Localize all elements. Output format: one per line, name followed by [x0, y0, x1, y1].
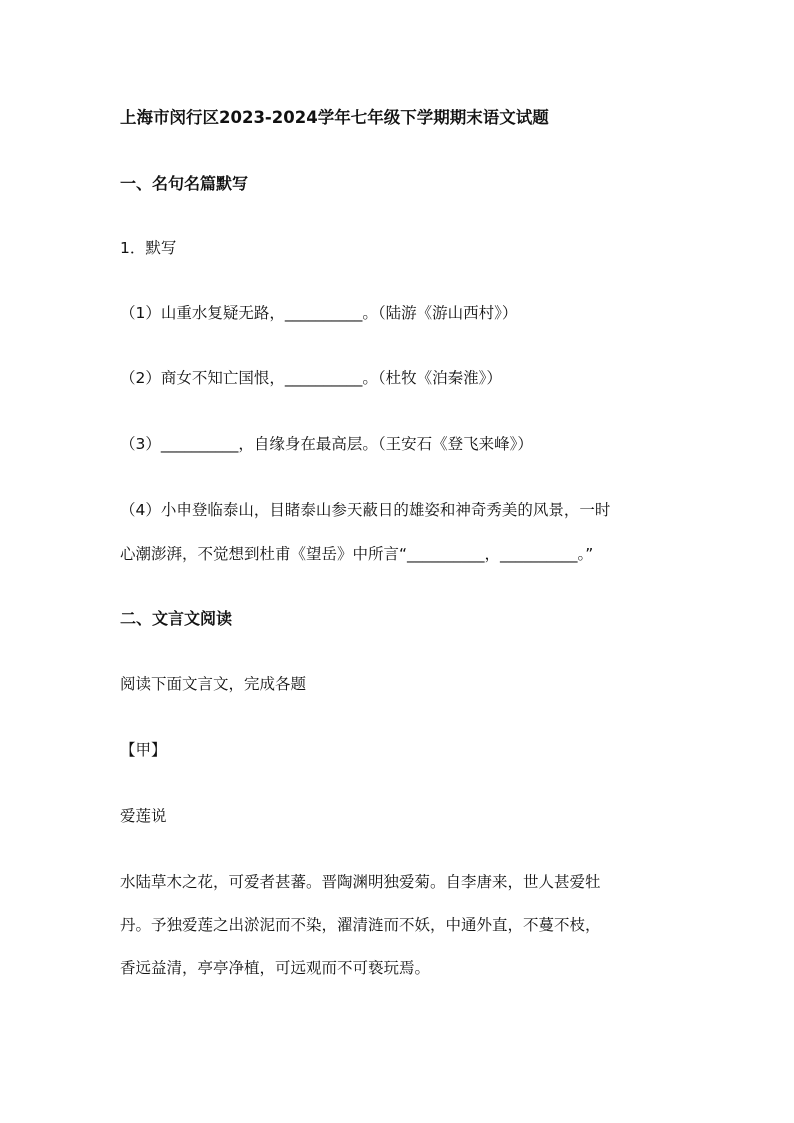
question-item-4-line-2: 心潮澎湃，不觉想到杜甫《望岳》中所言“__________，__________。”	[120, 545, 594, 563]
part-label: 【甲】	[120, 741, 167, 759]
section-heading-2: 二、文言文阅读	[120, 609, 233, 628]
document-title: 上海市闵行区2023-2024学年七年级下学期期末语文试题	[120, 108, 549, 127]
passage-line-1: 水陆草木之花，可爱者甚蕃。晋陶渊明独爱菊。自李唐来，世人甚爱牡	[120, 873, 601, 891]
passage-line-3: 香远益清，亭亭净植，可远观而不可亵玩焉。	[120, 959, 431, 977]
passage-line-2: 丹。予独爱莲之出淤泥而不染，濯清涟而不妖，中通外直，不蔓不枝，	[120, 916, 601, 934]
question-item-1: （1）山重水复疑无路，__________。（陆游《游山西村》）	[120, 304, 518, 322]
reading-instruction: 阅读下面文言文，完成各题	[120, 675, 307, 693]
question-item-4-line-1: （4）小申登临泰山，目睹泰山参天蔽日的雄姿和神奇秀美的风景，一时	[120, 501, 611, 519]
question-item-2: （2）商女不知亡国恨，__________。（杜牧《泊秦淮》）	[120, 369, 502, 387]
passage-title: 爱莲说	[120, 807, 167, 825]
question-label: 1．默写	[120, 239, 177, 257]
section-heading-1: 一、名句名篇默写	[120, 174, 249, 193]
question-item-3: （3）__________，自缘身在最高层。（王安石《登飞来峰》）	[120, 435, 533, 453]
